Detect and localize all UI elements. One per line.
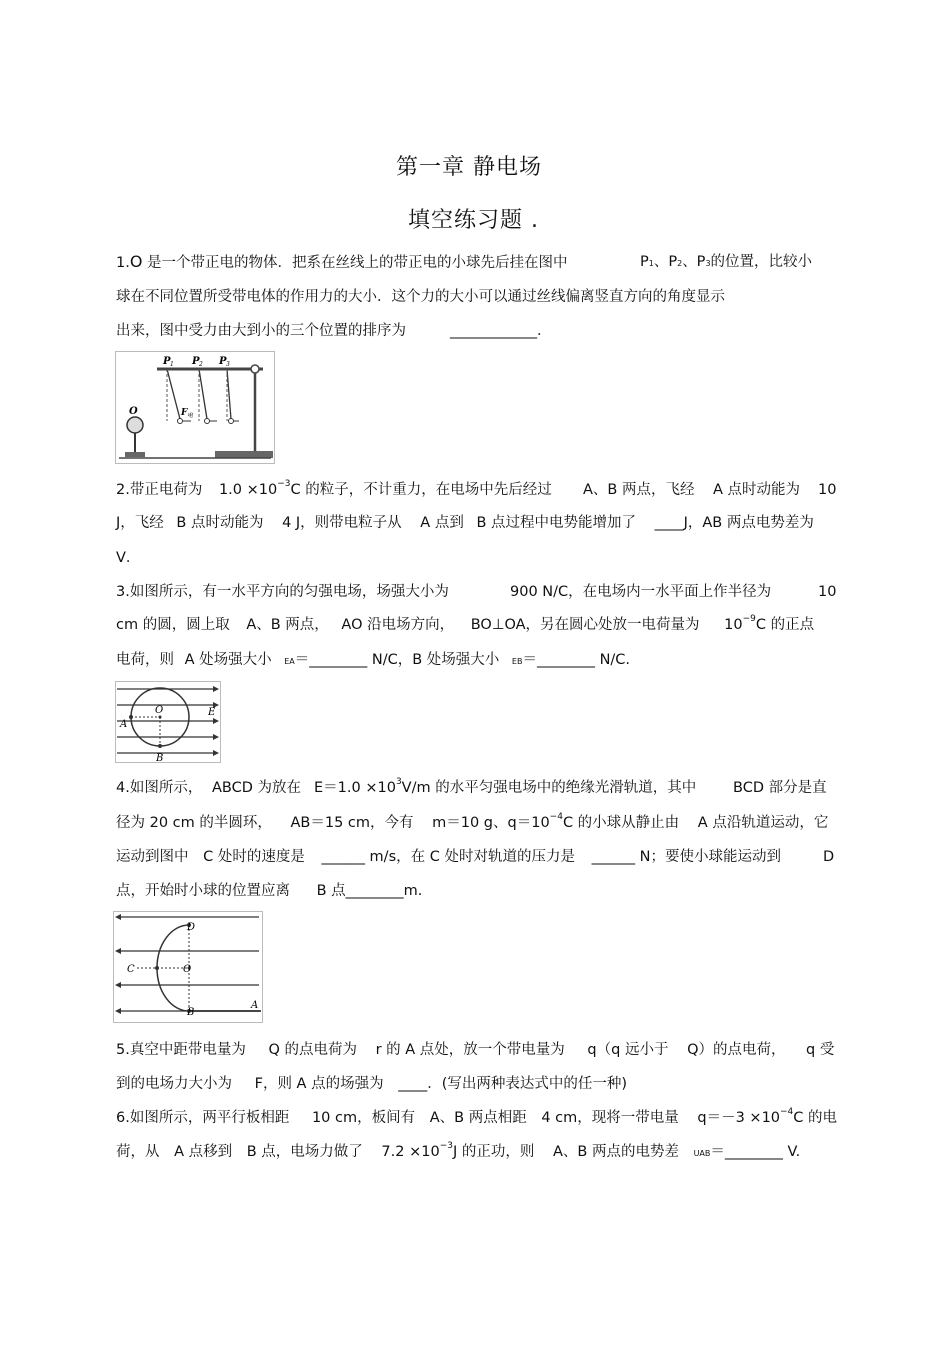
figure-1-pendulums xyxy=(115,351,275,464)
q6-l2c: B 点，电场力做了 xyxy=(246,1144,363,1160)
q6-l1e: q＝－3 ×10 xyxy=(697,1110,781,1126)
q1-object-o: O xyxy=(129,252,143,271)
q5-l2c: ____．(写出两种表达式中的任一种) xyxy=(398,1076,628,1092)
fig4-label-b: B xyxy=(187,1007,195,1018)
q5-l1d: q（q 远小于 xyxy=(587,1042,669,1058)
q4-l2f: A 点沿轨道运动，它 xyxy=(697,815,829,831)
q3-l2e: 10 xyxy=(724,617,743,633)
q1-p2: 、P xyxy=(653,254,678,270)
q4-l1e: V/m 的水平匀强电场中的绝缘光滑轨道，其中 xyxy=(401,780,697,796)
q6-line1 xyxy=(116,1108,837,1130)
figure-3-circle-field xyxy=(115,681,221,763)
q2-line3: V． xyxy=(116,550,141,566)
q6-l1a: 6.如图所示，两平行板相距 xyxy=(116,1110,290,1126)
chapter-title: 第一章 静电场 xyxy=(396,155,542,180)
figure-4-track xyxy=(113,911,263,1023)
q3-l3e: EB xyxy=(511,657,523,666)
q2-l2f: ____J，AB 两点电势差为 xyxy=(654,515,814,531)
q3-line3 xyxy=(116,650,630,672)
q4-field: E＝1.0 ×10 xyxy=(314,780,396,796)
q3-l3b: A 处场强大小 xyxy=(184,652,272,668)
q5-line1-end: q 受 xyxy=(806,1042,835,1058)
q2-charge: 1.0 ×10 xyxy=(218,482,278,498)
q6-l2f: J 的正功，则 xyxy=(452,1144,535,1160)
q3-line2 xyxy=(116,615,814,637)
fig3-label-b: B xyxy=(156,753,164,763)
q6-l1c: A、B 两点相距 xyxy=(429,1110,527,1126)
q6-l2b: A 点移到 xyxy=(174,1144,233,1160)
fig4-label-a: A xyxy=(251,1000,259,1011)
q4-l3a: 运动到图中 xyxy=(116,849,189,865)
q4-l4a: 点，开始时小球的位置应离 xyxy=(116,883,290,899)
fig4-label-d: D xyxy=(187,922,196,933)
q2-line2 xyxy=(116,513,814,533)
q1-line2: 球在不同位置所受带电体的作用力的大小．这个力的大小可以通过丝线偏离竖直方向的角度显示 xyxy=(116,289,725,305)
q4-l2e: C 的小球从静止由 xyxy=(562,815,680,831)
q1-text-a: 是一个带正电的物体．把系在丝线上的带正电的小球先后挂在图中 xyxy=(142,255,568,271)
fig4-label-o: O xyxy=(183,964,192,975)
q3-l2b: A、B 两点， xyxy=(246,617,329,633)
q5-l1b: Q 的点电荷为 xyxy=(268,1042,357,1058)
q2-line1-end: 10 xyxy=(818,482,837,498)
q3-l2d: BO⊥OA，另在圆心处放一电荷量为 xyxy=(470,617,700,633)
q1-sub3: 3 xyxy=(705,259,711,268)
q4-line1: 4.如图所示， xyxy=(116,780,203,796)
q2-l2c: 4 J，则带电粒子从 xyxy=(282,515,402,531)
fig1-label-p2: P xyxy=(192,356,200,367)
q1-line3: 出来，图中受力由大到小的三个位置的排序为 xyxy=(116,323,406,339)
q4-line1-c xyxy=(314,778,696,800)
q6-l2a: 荷，从 xyxy=(116,1144,160,1160)
fig1-label-p1-sub: 1 xyxy=(170,361,174,368)
q2-l2a: J，飞经 xyxy=(116,515,164,531)
q4-field-exp: 3 xyxy=(395,777,402,787)
q2-line1-mid: A、B 两点，飞经 xyxy=(583,482,695,498)
q1-p: P xyxy=(640,254,649,270)
q3-l3f: ＝________ N/C. xyxy=(522,652,631,668)
q6-l2e: −3 xyxy=(439,1141,453,1151)
q4-line2 xyxy=(116,813,828,835)
q2-exp: −3 xyxy=(277,479,291,489)
q5-l1a: 5.真空中距带电量为 xyxy=(116,1042,246,1058)
q5-l2b: F，则 A 点的场强为 xyxy=(254,1076,384,1092)
q5-line1 xyxy=(116,1040,785,1060)
q3-line1-end: 10 xyxy=(818,584,837,600)
q6-l2h: UAB xyxy=(693,1149,711,1158)
fig3-label-e: E xyxy=(208,707,216,718)
q3-line1-mid: 900 N/C，在电场内一水平面上作半径为 xyxy=(510,584,772,600)
fig1-label-p3: P xyxy=(219,356,227,367)
q4-l2d: −4 xyxy=(549,812,563,822)
q4-line1-b: ABCD 为放在 xyxy=(212,780,302,796)
fig3-label-o: O xyxy=(155,705,164,716)
q2-l2b: B 点时动能为 xyxy=(176,515,264,531)
q5-line2 xyxy=(116,1074,627,1094)
q3-l2g: C 的正点 xyxy=(755,617,815,633)
fig4-label-c: C xyxy=(127,964,135,975)
q3-l2f: −9 xyxy=(742,614,756,624)
q4-line1-d: BCD 部分是直 xyxy=(733,780,827,796)
fig3-label-a: A xyxy=(120,719,128,730)
q4-line3 xyxy=(116,847,781,867)
q6-l1b: 10 cm，板间有 xyxy=(311,1110,416,1126)
q1-answer-blank: ____________． xyxy=(450,323,552,339)
q2-line1 xyxy=(116,480,552,502)
q3-l2c: AO 沿电场方向， xyxy=(341,617,455,633)
q3-l3d: ＝________ N/C，B 处场强大小 xyxy=(294,652,500,668)
q5-l1c: r 的 A 点处，放一个带电量为 xyxy=(375,1042,565,1058)
fig1-label-p2-sub: 2 xyxy=(199,361,203,368)
q5-l2a: 到的电场力大小为 xyxy=(116,1076,232,1092)
q4-l3d: ______ N；要使小球能运动到 xyxy=(591,849,782,865)
q6-l2g: A、B 两点的电势差 xyxy=(552,1144,679,1160)
section-title: 填空练习题 . xyxy=(408,208,539,233)
q4-l3c: ______ m/s，在 C 处时对轨道的压力是 xyxy=(321,849,575,865)
q4-l2b: AB＝15 cm，今有 xyxy=(290,815,414,831)
q3-l3c: EA xyxy=(284,657,295,666)
fig1-label-p1: P xyxy=(163,356,171,367)
fig1-label-p3-sub: 3 xyxy=(226,361,230,368)
q6-line2 xyxy=(116,1142,800,1164)
q5-l1e: Q）的点电荷， xyxy=(687,1042,786,1058)
q1-sub1: 1 xyxy=(648,259,654,268)
q2-line1-mid2: A 点时动能为 xyxy=(713,482,801,498)
q6-l1g: C 的电 xyxy=(793,1110,838,1126)
q1-p3: 、P xyxy=(682,254,706,270)
q1-sub2: 2 xyxy=(677,259,683,268)
q3-line1: 3.如图所示，有一水平方向的匀强电场，场强大小为 xyxy=(116,584,449,600)
fig1-label-o: O xyxy=(129,406,138,417)
q4-l2a: 径为 20 cm 的半圆环， xyxy=(116,815,272,831)
q2-text-a: 2.带正电荷为 xyxy=(116,482,203,498)
q4-l2c: m＝10 g、q＝10 xyxy=(432,815,550,831)
q6-l1d: 4 cm，现将一带电量 xyxy=(541,1110,679,1126)
q1-text-b: 的位置，比较小 xyxy=(710,254,813,270)
q2-text-b: C 的粒子，不计重力，在电场中先后经过 xyxy=(290,482,552,498)
q4-l3b: C 处时的速度是 xyxy=(203,849,305,865)
q3-l3a: 电荷，则 xyxy=(116,652,174,668)
q3-l2a: cm 的圆，圆上取 xyxy=(116,617,230,633)
q2-l2e: B 点过程中电势能增加了 xyxy=(476,515,636,531)
q4-line4 xyxy=(116,881,422,901)
q4-l4b: B 点________m. xyxy=(316,883,423,899)
fig1-label-f: F xyxy=(181,408,188,418)
q1-line1-right xyxy=(640,252,812,274)
q1-number: 1. xyxy=(116,255,130,271)
fig1-label-f-sub: 电 xyxy=(187,412,194,419)
q6-l2i: ＝________ V. xyxy=(710,1144,801,1160)
q1-line1 xyxy=(116,252,568,273)
q4-line3-end: D xyxy=(823,849,835,865)
q2-l2d: A 点到 xyxy=(420,515,464,531)
q6-l1f: −4 xyxy=(780,1107,794,1117)
q6-l2d: 7.2 ×10 xyxy=(381,1144,440,1160)
